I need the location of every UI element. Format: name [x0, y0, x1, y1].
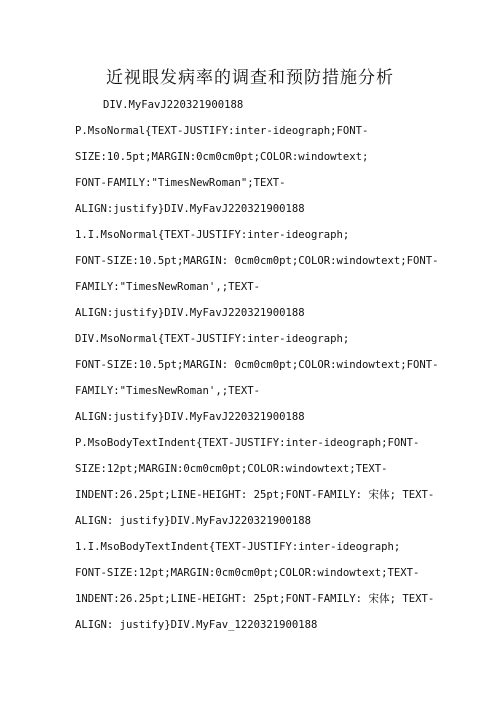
- document-title: 近视眼发病率的调查和预防措施分析: [106, 68, 394, 88]
- text-line: P.MsoBodyTextIndent{TEXT-JUSTIFY:inter-ideograph;FONT-: [75, 437, 420, 449]
- text-line: DIV.MsoNormal{TEXT-JUSTIFY:inter-ideograph;: [75, 333, 350, 345]
- text-line: SIZE:10.5pt;MARGIN:0cm0cm0pt;COLOR:windowtext;: [75, 151, 369, 163]
- text-line: FAMILY:"TimesNewRoman',;TEXT-: [75, 385, 260, 397]
- text-line: FONT-SIZE:10.5pt;MARGIN: 0cm0cm0pt;COLOR:windowtext;FONT-: [75, 359, 439, 371]
- text-line: ALIGN:justify}DIV.MyFavJ220321900188: [75, 411, 305, 423]
- text-line: FAMILY:"TimesNewRoman',;TEXT-: [75, 281, 260, 293]
- text-line: DIV.MyFavJ220321900188: [103, 99, 244, 111]
- text-line: SIZE:12pt;MARGIN:0cm0cm0pt;COLOR:windowtext;TEXT-: [75, 463, 388, 475]
- text-line: INDENT:26.25pt;LINE-HEIGHT: 25pt;FONT-FAMILY: 宋体; TEXT-: [75, 489, 435, 501]
- document-body: [75, 92, 439, 638]
- text-line: 1.I.MsoNormal{TEXT-JUSTIFY:inter-ideograph;: [75, 229, 350, 241]
- text-line: ALIGN: justify}DIV.MyFavJ220321900188: [75, 515, 311, 527]
- text-line: P.MsoNormal{TEXT-JUSTIFY:inter-ideograph;FONT-: [75, 125, 369, 137]
- text-line: ALIGN:justify}DIV.MyFavJ220321900188: [75, 203, 305, 215]
- text-line: 1NDENT:26.25pt;LINE-HEIGHT: 25pt;FONT-FAMILY: 宋体; TEXT-: [75, 593, 435, 605]
- text-line: FONT-FAMILY:"TimesNewRoman";TEXT-: [75, 177, 286, 189]
- text-line: ALIGN: justify}DIV.MyFav_1220321900188: [75, 619, 318, 631]
- text-line: FONT-SIZE:12pt;MARGIN:0cm0cm0pt;COLOR:windowtext;TEXT-: [75, 567, 420, 579]
- text-line: FONT-SIZE:10.5pt;MARGIN: 0cm0cm0pt;COLOR:windowtext;FONT-: [75, 255, 439, 267]
- text-line: 1.I.MsoBodyTextIndent{TEXT-JUSTIFY:inter-ideograph;: [75, 541, 401, 553]
- text-line: ALIGN:justify}DIV.MyFavJ220321900188: [75, 307, 305, 319]
